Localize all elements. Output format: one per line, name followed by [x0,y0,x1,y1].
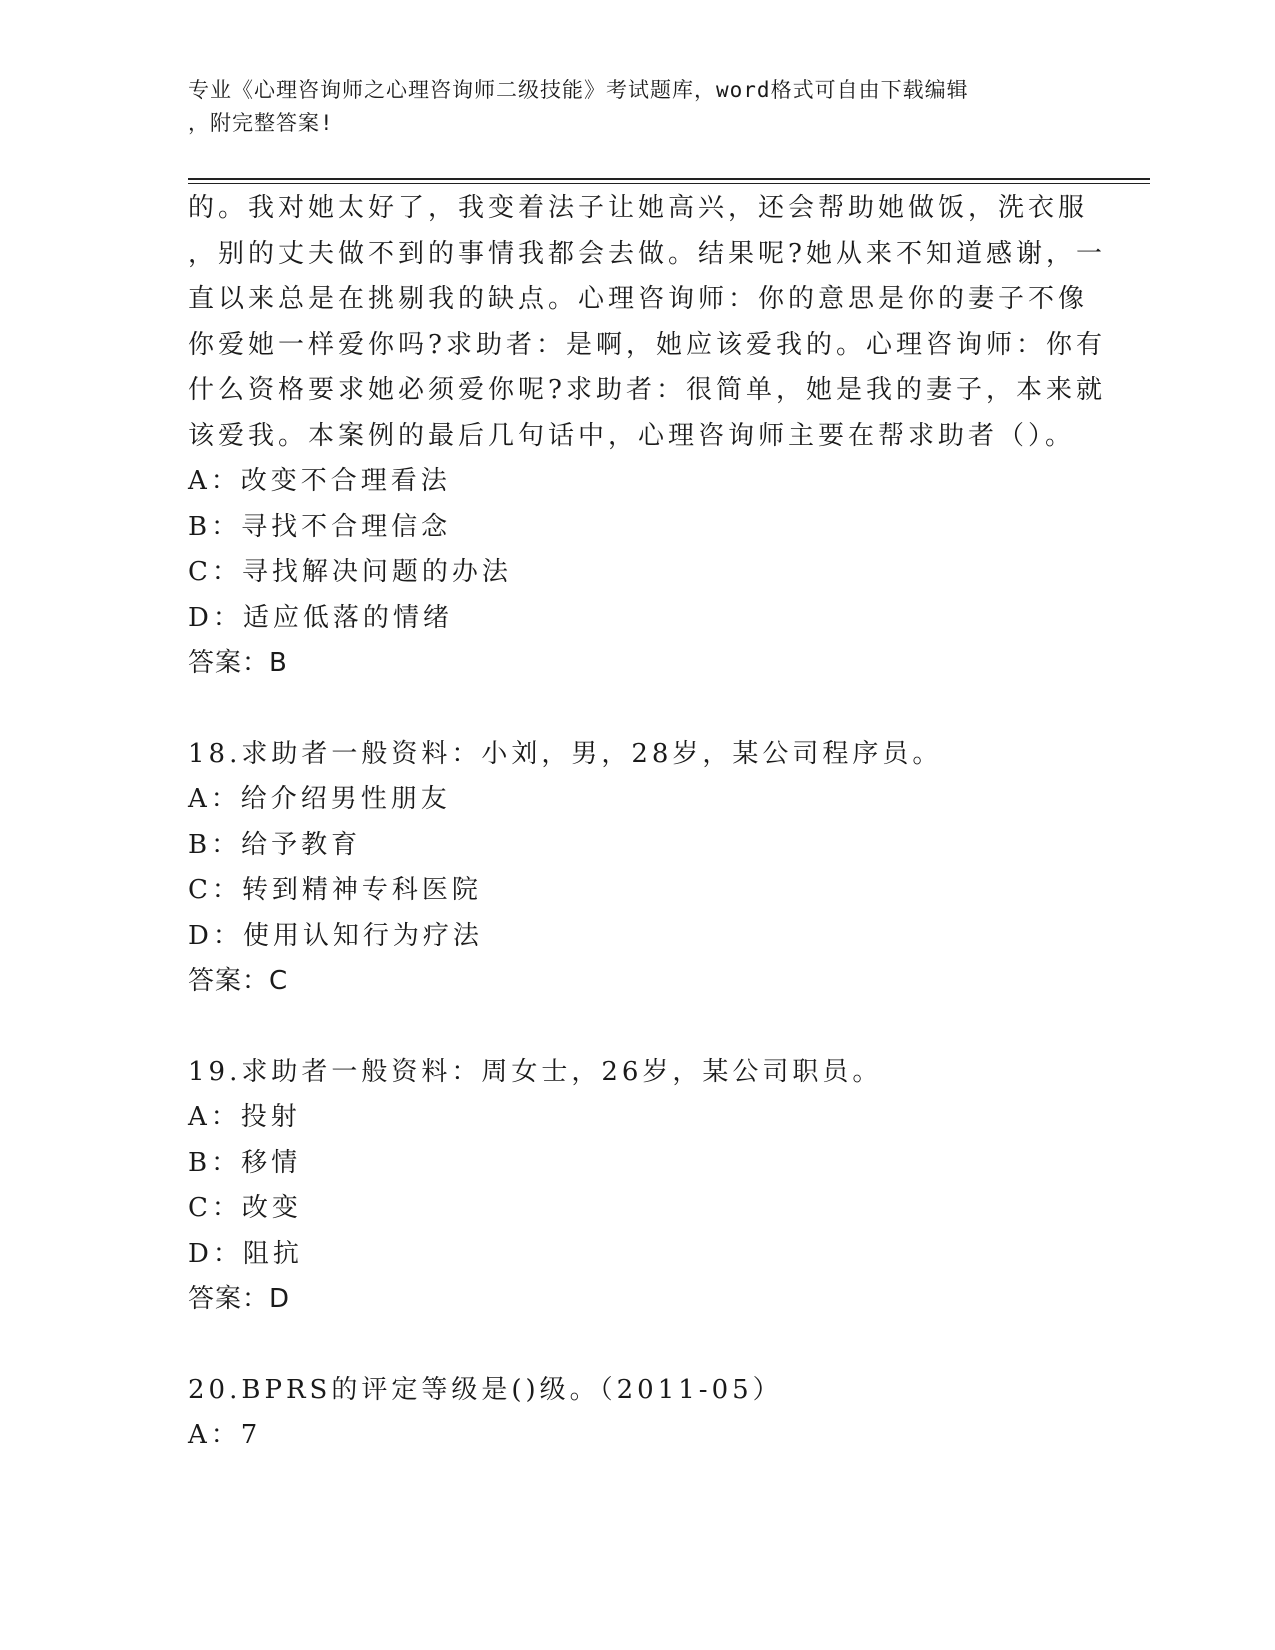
question-17-option-d: D：适应低落的情绪 [188,602,453,633]
question-17-option-b: B：寻找不合理信念 [188,511,452,542]
spacer [188,1005,1088,1050]
question-17-option-c: C：寻找解决问题的办法 [188,557,512,587]
question-17-text-line: 你爱她一样爱你吗?求助者：是啊，她应该爱我的。心理咨询师：你有 [188,329,1106,360]
question-19-answer: 答案：D [188,1284,291,1314]
question-18 [188,732,1088,1005]
question-18-option-b: B：给予教育 [188,829,362,860]
question-17-text-line: ，别的丈夫做不到的事情我都会去做。结果呢?她从来不知道感谢，一 [188,238,1106,269]
question-17-text-line: 该爱我。本案例的最后几句话中，心理咨询师主要在帮求助者（）。 [188,420,1076,451]
question-17-text-line: 什么资格要求她必须爱你呢?求助者：很简单，她是我的妻子，本来就 [188,375,1106,405]
question-18-answer: 答案：C [188,966,289,996]
question-19-option-b: B：移情 [188,1147,302,1178]
header-line-1: 专业《心理咨询师之心理咨询师二级技能》考试题库，word格式可自由下载编辑 [188,78,969,102]
question-19 [188,1050,1088,1323]
question-18-option-c: C：转到精神专科医院 [188,875,482,905]
question-18-option-d: D：使用认知行为疗法 [188,920,483,951]
question-17-answer: 答案：B [188,648,288,678]
question-18-option-a: A：给介绍男性朋友 [188,784,451,814]
document-body [188,186,1106,1459]
question-17-option-a: A：改变不合理看法 [188,466,451,496]
document-header [188,74,1068,140]
question-19-option-a: A：投射 [188,1102,301,1132]
spacer [188,1323,1088,1368]
question-18-stem: 18.求助者一般资料：小刘，男，28岁，某公司程序员。 [188,738,943,769]
spacer [188,687,1088,732]
question-19-stem: 19.求助者一般资料：周女士，26岁，某公司职员。 [188,1056,883,1087]
question-17-text-line: 的。我对她太好了，我变着法子让她高兴，还会帮助她做饭，洗衣服 [188,193,1089,223]
question-20-stem: 20.BPRS的评定等级是()级。（2011-05） [188,1374,783,1405]
question-19-option-d: D：阻抗 [188,1238,303,1269]
question-20-option-a: A：7 [188,1420,262,1450]
question-20 [188,1368,1088,1459]
question-19-option-c: C：改变 [188,1193,302,1223]
header-divider-thick [188,178,1150,180]
header-line-2: ，附完整答案! [188,111,334,135]
header-divider-thin [188,183,1150,184]
question-17-text-line: 直以来总是在挑剔我的缺点。心理咨询师：你的意思是你的妻子不像 [188,284,1089,314]
question-17 [188,186,1106,687]
